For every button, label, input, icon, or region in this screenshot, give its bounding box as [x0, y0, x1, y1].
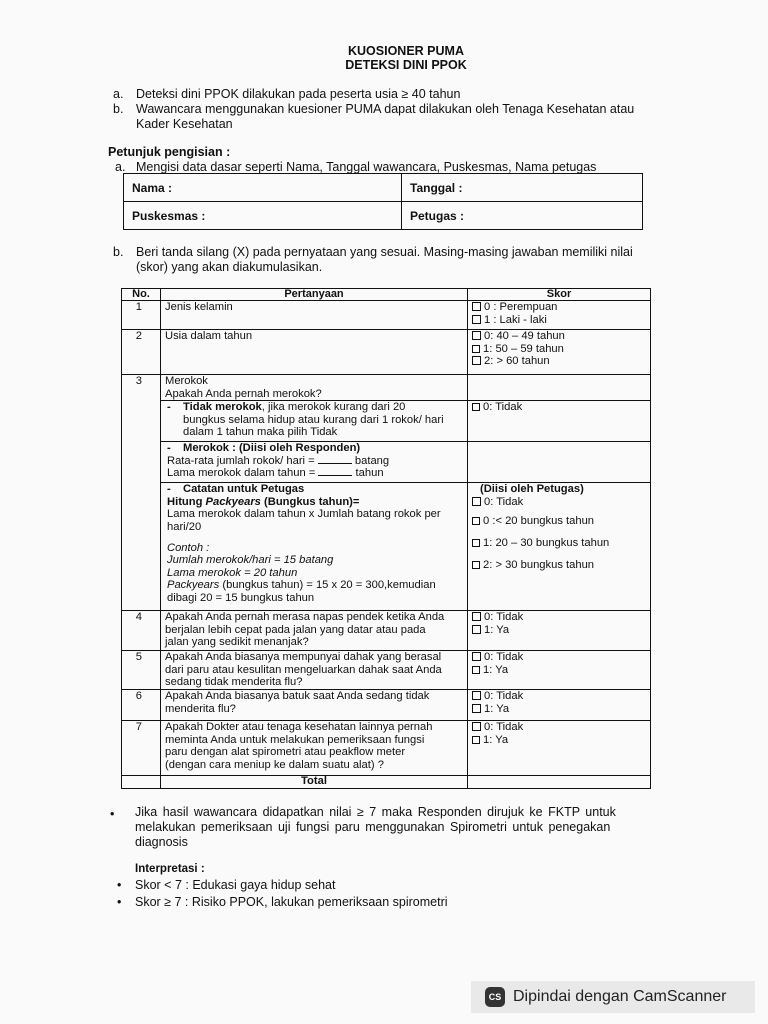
q5-option-1[interactable]: 1: Ya: [472, 664, 646, 677]
checkbox-icon[interactable]: [472, 517, 480, 525]
q1-question: Jenis kelamin: [161, 301, 468, 330]
years-smoking-field[interactable]: [318, 475, 352, 476]
table-row-q6: [122, 690, 651, 721]
interpretasi-heading: Interpretasi :: [135, 863, 205, 875]
checkbox-icon[interactable]: [472, 497, 481, 506]
q5-number: 5: [122, 651, 161, 690]
interp2-bullet: •: [117, 895, 122, 909]
header-no: No.: [122, 289, 161, 301]
q5-question: Apakah Anda biasanya mempunyai dahak yang berasal dari paru atau kesulitan mengeluarkan dahak saat Anda sedang tidak menderita flu?: [161, 651, 468, 690]
instructions-heading: Petunjuk pengisian :: [108, 145, 231, 159]
checkbox-icon[interactable]: [472, 736, 480, 744]
q3-pk-option-2[interactable]: 1: 20 – 30 bungkus tahun: [472, 537, 646, 550]
table-row-q2: [122, 330, 651, 375]
intro-a-marker: a.: [113, 87, 124, 101]
intro-a-text: Deteksi dini PPOK dilakukan pada peserta usia ≥ 40 tahun: [136, 87, 461, 101]
q2-option-2[interactable]: 2: > 60 tahun: [472, 355, 646, 368]
instruction-a-marker: a.: [115, 160, 126, 174]
checkbox-icon[interactable]: [472, 704, 481, 713]
q1-option-1[interactable]: 1 : Laki - laki: [472, 314, 646, 327]
q3-merokok-skor-empty: [468, 442, 651, 483]
checkbox-icon[interactable]: [472, 612, 481, 621]
instruction-b-line1: Beri tanda silang (X) pada pernyataan yang sesuai. Masing-masing jawaban memiliki nilai: [136, 245, 633, 259]
table-row-q7: [122, 721, 651, 776]
checkbox-icon[interactable]: [472, 315, 481, 324]
q1-option-0[interactable]: 0 : Perempuan: [472, 301, 646, 314]
total-label: Total: [161, 776, 468, 789]
intro-b-marker: b.: [113, 102, 124, 116]
checkbox-icon[interactable]: [472, 561, 480, 569]
table-header-row: [122, 289, 651, 301]
checkbox-icon[interactable]: [472, 331, 481, 340]
q3-tidak-options: [468, 401, 651, 442]
camscanner-watermark: [471, 981, 755, 1013]
q4-number: 4: [122, 611, 161, 651]
puskesmas-field[interactable]: Puskesmas :: [124, 202, 402, 230]
table-row-q5: [122, 651, 651, 690]
instruction-b-line2: (skor) yang akan diakumulasikan.: [136, 260, 323, 274]
table-row-q4: [122, 611, 651, 651]
q3-pk-option-1[interactable]: 0 :< 20 bungkus tahun: [472, 515, 646, 528]
checkbox-icon[interactable]: [472, 345, 480, 353]
petugas-field[interactable]: Petugas :: [402, 202, 643, 230]
q2-options: [468, 330, 651, 375]
q4-options: [468, 611, 651, 651]
q7-question: Apakah Dokter atau tenaga kesehatan lainnya pernah meminta Anda untuk melakukan pemeriksaan fungsi paru dengan alat spirometri atau peakflow meter (dengan cara meniup ke dalam suatu alat) ?: [161, 721, 468, 776]
q6-option-0[interactable]: 0: Tidak: [472, 690, 646, 703]
table-row-q3-tidak: [122, 401, 651, 442]
note-line1: Jika hasil wawancara didapatkan nilai ≥ 7 maka Responden dirujuk ke FKTP untuk: [135, 805, 616, 819]
note-bullet: •: [110, 807, 115, 821]
header-skor: Skor: [468, 289, 651, 301]
q3-option-tidak[interactable]: 0: Tidak: [472, 401, 646, 414]
q2-number: 2: [122, 330, 161, 375]
interp2-text: Skor ≥ 7 : Risiko PPOK, lakukan pemeriksaan spirometri: [135, 895, 448, 909]
table-row-q1: [122, 301, 651, 330]
document-subtitle: DETEKSI DINI PPOK: [345, 58, 467, 72]
q2-option-0[interactable]: 0: 40 – 49 tahun: [472, 330, 646, 343]
q7-options: [468, 721, 651, 776]
table-row-q3-merokok: [122, 442, 651, 483]
q5-option-0[interactable]: 0: Tidak: [472, 651, 646, 664]
intro-b-text-line2: Kader Kesehatan: [136, 117, 233, 131]
q7-option-1[interactable]: 1: Ya: [472, 734, 646, 747]
camscanner-logo-icon: CS: [485, 987, 505, 1007]
checkbox-icon[interactable]: [472, 666, 480, 674]
q4-question: Apakah Anda pernah merasa napas pendek ketika Anda berjalan lebih cepat pada jalan yang datar atau pada jalan yang sedikit menanjak?: [161, 611, 468, 651]
q2-option-1[interactable]: 1: 50 – 59 tahun: [472, 343, 646, 356]
checkbox-icon[interactable]: [472, 539, 480, 547]
header-pertanyaan: Pertanyaan: [161, 289, 468, 301]
q3-number: 3: [122, 375, 161, 401]
q7-number: 7: [122, 721, 161, 776]
checkbox-icon[interactable]: [472, 356, 481, 365]
checkbox-icon[interactable]: [472, 302, 481, 311]
instruction-a-text: Mengisi data dasar seperti Nama, Tanggal wawancara, Puskesmas, Nama petugas: [136, 160, 597, 174]
nama-field[interactable]: Nama :: [124, 174, 402, 202]
table-row-total: [122, 776, 651, 789]
total-value[interactable]: [468, 776, 651, 789]
q3-tidak-text: - Tidak merokok, jika merokok kurang dari 20 bungkus selama hidup atau kurang dari 1 rokok/ hari dalam 1 tahun maka pilih Tidak: [161, 401, 468, 442]
q3-pk-option-0[interactable]: 0: Tidak: [472, 496, 646, 509]
q3-merokok-text: - Merokok : (Diisi oleh Responden) Rata-rata jumlah rokok/ hari = batang Lama merokok dalam tahun = tahun: [161, 442, 468, 483]
q3-question: Merokok Apakah Anda pernah merokok?: [161, 375, 468, 401]
tanggal-field[interactable]: Tanggal :: [402, 174, 643, 202]
q6-option-1[interactable]: 1: Ya: [472, 703, 646, 716]
q1-options: [468, 301, 651, 330]
q6-question: Apakah Anda biasanya batuk saat Anda sedang tidak menderita flu?: [161, 690, 468, 721]
q1-number: 1: [122, 301, 161, 330]
checkbox-icon[interactable]: [472, 691, 481, 700]
q4-option-0[interactable]: 0: Tidak: [472, 611, 646, 624]
rokok-per-day-field[interactable]: [318, 463, 352, 464]
q6-options: [468, 690, 651, 721]
checkbox-icon[interactable]: [472, 652, 481, 661]
q3-pk-option-3[interactable]: 2: > 30 bungkus tahun: [472, 559, 646, 572]
table-row-q3: [122, 375, 651, 401]
checkbox-icon[interactable]: [472, 722, 481, 731]
q5-options: [468, 651, 651, 690]
q3-catatan-text: - Catatan untuk Petugas Hitung Packyears (Bungkus tahun)= Lama merokok dalam tahun x Jumlah batang rokok per hari/20 Contoh : Jumlah merokok/hari = 15 batang Lama merokok = 20 tahun Packyears (bungkus tahun) = 15 x 20 = 300,kemudian dibagi 20 = 15 bungkus tahun: [161, 483, 468, 611]
q2-question: Usia dalam tahun: [161, 330, 468, 375]
q7-option-0[interactable]: 0: Tidak: [472, 721, 646, 734]
intro-b-text-line1: Wawancara menggunakan kuesioner PUMA dapat dilakukan oleh Tenaga Kesehatan atau: [136, 102, 635, 116]
checkbox-icon[interactable]: [472, 625, 481, 634]
note-line2: melakukan pemeriksaan uji fungsi paru menggunakan Spirometri untuk penegakan: [135, 820, 611, 834]
interp1-bullet: •: [117, 878, 122, 892]
instruction-b-marker: b.: [113, 245, 124, 259]
q6-number: 6: [122, 690, 161, 721]
questionnaire-table: [121, 288, 651, 789]
q3-packyears-options: (Diisi oleh Petugas) 0: Tidak 0 :< 20 bungkus tahun 1: 20 – 30 bungkus tahun 2: > 30 bungkus tahun: [468, 483, 651, 611]
interp1-text: Skor < 7 : Edukasi gaya hidup sehat: [135, 878, 336, 892]
document-title: KUOSIONER PUMA: [348, 44, 464, 58]
identity-table: [123, 173, 643, 230]
q3-skor-empty: [468, 375, 651, 401]
note-line3: diagnosis: [135, 835, 188, 849]
table-row-q3-catatan: [122, 483, 651, 611]
checkbox-icon[interactable]: [472, 403, 480, 411]
q4-option-1[interactable]: 1: Ya: [472, 624, 646, 637]
camscanner-text: Dipindai dengan CamScanner: [513, 988, 727, 1005]
